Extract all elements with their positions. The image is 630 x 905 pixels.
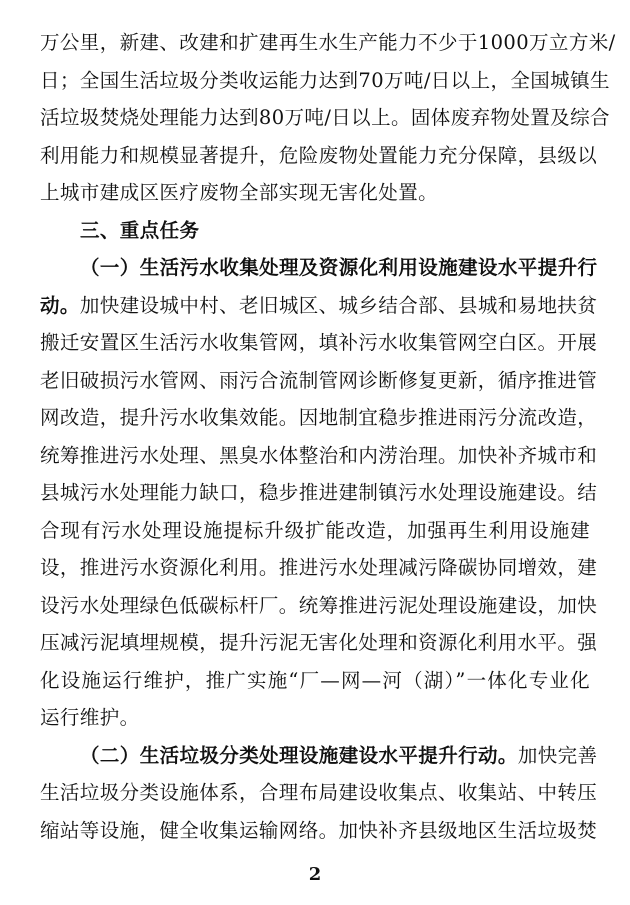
text-line — [40, 737, 598, 775]
text-line — [40, 249, 598, 287]
text-line: 运行维护。 — [40, 706, 140, 729]
document-page — [40, 24, 616, 849]
action-title: （二）生活垃圾分类处理设施建设水平提升行动。 — [80, 743, 518, 767]
section-heading: 三、重点任务 — [80, 218, 200, 242]
text-line: 设污水处理绿色低碳标杆厂。统筹推进污泥处理设施建设，加快 — [40, 593, 598, 617]
text-line: 化设施运行维护，推广实施“厂—网—河（湖）”一体化专业化 — [40, 668, 590, 692]
text-line: 利用能力和规模显著提升，危险废物处置能力充分保障，县级以 — [40, 143, 598, 167]
text-line: 上城市建成区医疗废物全部实现无害化处置。 — [40, 181, 439, 204]
paragraph-waste-action — [40, 737, 598, 850]
text-line: 压减污泥填埋规模，提升污泥无害化处理和资源化利用水平。强 — [40, 631, 598, 654]
text-run: 加快完善 — [517, 743, 598, 767]
text-line: 生活垃圾分类设施体系，合理布局建设收集点、收集站、中转压 — [40, 781, 598, 804]
paragraph-targets — [40, 24, 616, 212]
text-line: 活垃圾焚烧处理能力达到80万吨/日以上。固体废弃物处置及综合 — [40, 106, 610, 129]
text-line: 县城污水处理能力缺口，稳步推进建制镇污水处理设施建设。结 — [40, 481, 598, 504]
text-line: 设，推进污水资源化利用。推进污水处理减污降碳协同增效，建 — [40, 556, 598, 579]
paragraph-sewage-action — [40, 249, 598, 737]
text-line: 缩站等设施，健全收集运输网络。加快补齐县级地区生活垃圾焚 — [40, 818, 598, 842]
text-run: 加快建设城中村、老旧城区、城乡结合部、县城和易地扶贫 — [79, 293, 598, 317]
text-line: 统筹推进污水处理、黑臭水体整治和内涝治理。加快补齐城市和 — [40, 443, 598, 467]
text-line: 网改造，提升污水收集效能。因地制宜稳步推进雨污分流改造， — [40, 406, 598, 429]
text-line: 合现有污水处理设施提标升级扩能改造，加强再生利用设施建 — [40, 518, 590, 542]
text-line: 万公里，新建、改建和扩建再生水生产能力不少于1000万立方米/ — [40, 31, 616, 54]
page-number: 2 — [308, 864, 322, 885]
action-title: （一）生活污水收集处理及资源化利用设施建设水平提升行 — [80, 256, 598, 279]
text-line: 日；全国生活垃圾分类收运能力达到70万吨/日以上，全国城镇生 — [40, 68, 610, 92]
text-line — [40, 287, 598, 325]
action-title-continued: 动。 — [40, 293, 80, 317]
text-line: 老旧破损污水管网、雨污合流制管网诊断修复更新，循序推进管 — [40, 368, 598, 392]
text-line: 搬迁安置区生活污水收集管网，填补污水收集管网空白区。开展 — [40, 331, 598, 354]
